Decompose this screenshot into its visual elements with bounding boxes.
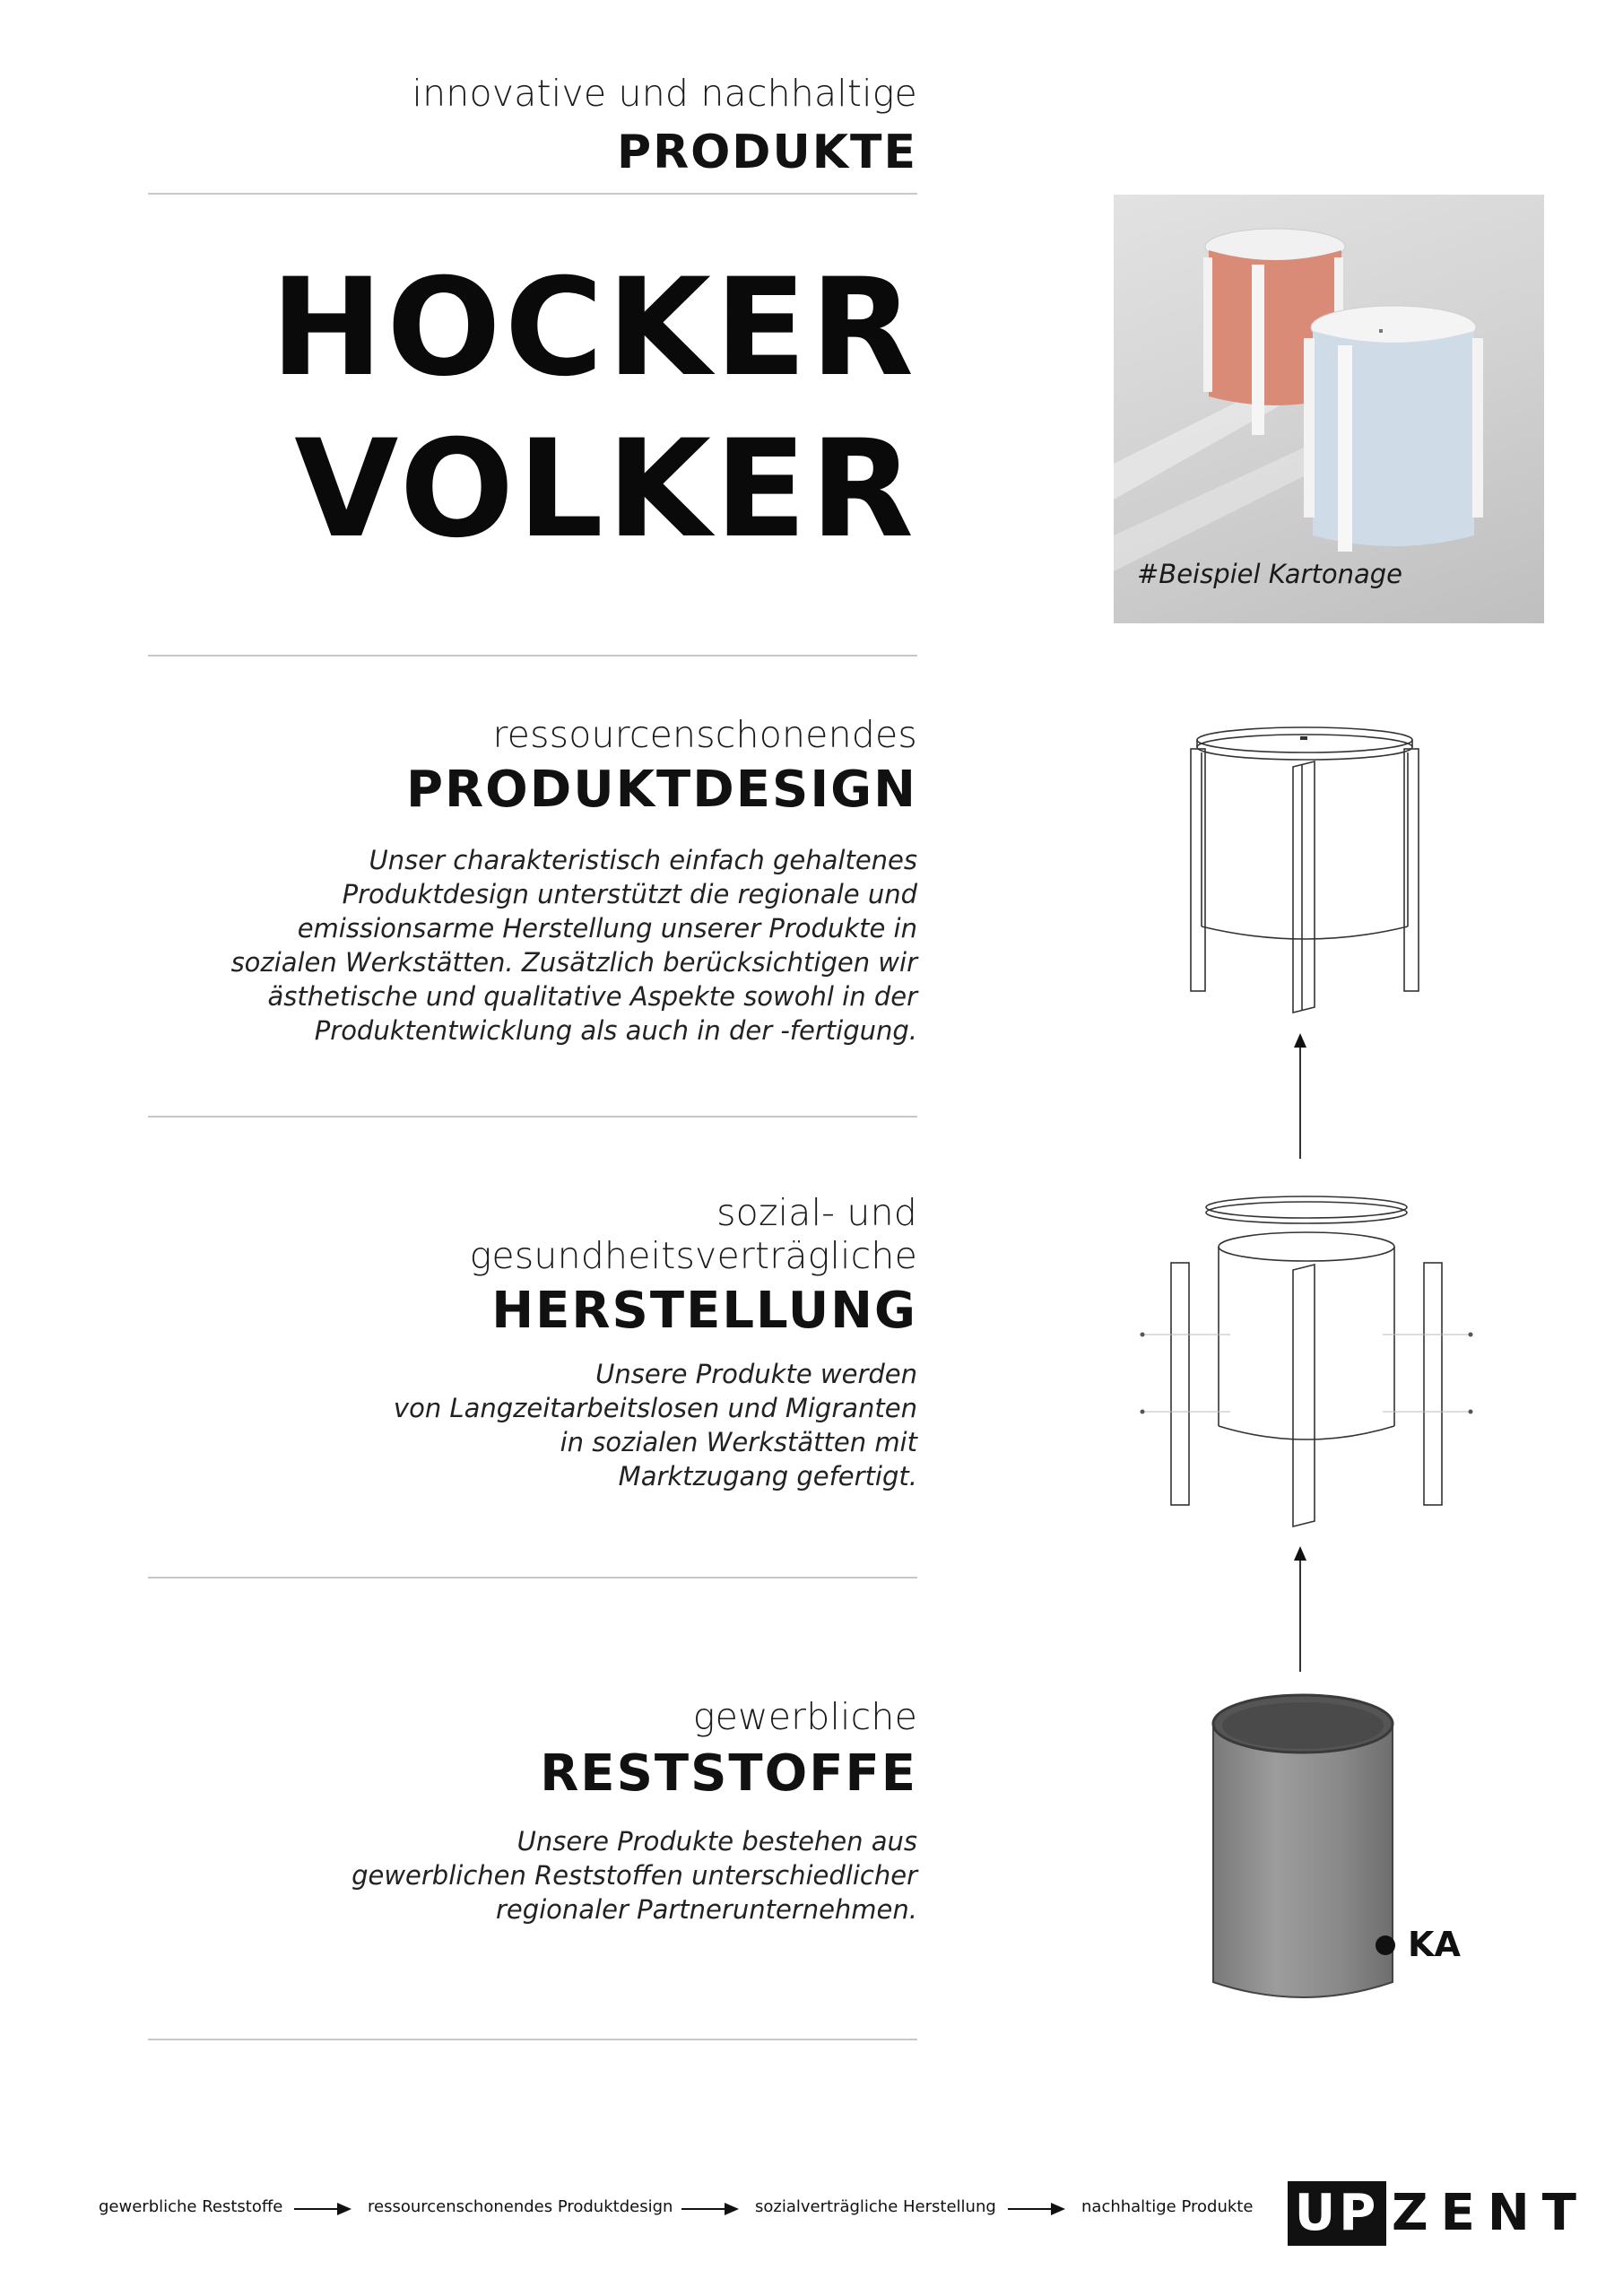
footer-step: sozialverträgliche Herstellung: [755, 2197, 996, 2216]
body-line: von Langzeitarbeitslosen und Migranten: [393, 1393, 917, 1423]
body-line: Unsere Produkte bestehen aus: [516, 1826, 917, 1857]
arrow-right-icon: [294, 2208, 350, 2210]
logo-mark: UP: [1288, 2181, 1386, 2246]
footer-step: gewerbliche Reststoffe: [99, 2197, 283, 2216]
divider: [148, 193, 917, 195]
material-marker-dot: [1376, 1935, 1395, 1955]
body-line: Unsere Produkte werden: [595, 1359, 917, 1389]
kicker-line: gesundheitsverträgliche: [469, 1234, 917, 1277]
section-body: [148, 1824, 917, 1926]
footer-step: ressourcenschonendes Produktdesign: [368, 2197, 673, 2216]
body-line: gewerblichen Reststoffen unterschiedlicher: [352, 1860, 917, 1891]
section-kicker: [148, 1191, 917, 1277]
section-kicker: ressourcenschonendes: [492, 713, 917, 756]
title-line1: HOCKER: [270, 250, 917, 406]
body-line: regionaler Partnerunternehmen.: [495, 1894, 917, 1925]
logo-text: ZENT: [1392, 2184, 1589, 2242]
kicker-line: sozial- und: [716, 1191, 917, 1234]
photo-caption: #Beispiel Kartonage: [1137, 559, 1402, 589]
body-line: Produktentwicklung als auch in der -fertigung.: [314, 1015, 917, 1046]
body-line: Marktzugang gefertigt.: [618, 1461, 917, 1492]
product-photo: [1114, 195, 1544, 623]
divider: [148, 2039, 917, 2040]
body-line: Produktdesign unterstützt die regionale und: [342, 879, 917, 909]
body-line: Unser charakteristisch einfach gehaltenes: [369, 845, 917, 875]
arrow-up-icon: [1291, 1033, 1309, 1159]
section-body: [148, 843, 917, 1048]
arrow-right-icon: [681, 2208, 737, 2210]
section-heading: HERSTELLUNG: [491, 1282, 917, 1340]
body-line: emissionsarme Herstellung unserer Produkte in: [297, 913, 917, 944]
header-kicker: innovative und nachhaltige: [412, 72, 917, 115]
body-line: sozialen Werkstätten. Zusätzlich berücksichtigen wir: [230, 947, 917, 978]
material-label: KA: [1408, 1925, 1461, 1964]
title-line2: VOLKER: [294, 412, 917, 568]
divider: [148, 1116, 917, 1118]
body-line: ästhetische und qualitative Aspekte sowohl in der: [267, 981, 917, 1012]
footer-step: nachhaltige Produkte: [1081, 2197, 1254, 2216]
header-heading: PRODUKTE: [616, 126, 917, 179]
cardboard-tube-drawing: [1211, 1693, 1395, 2013]
divider: [148, 1577, 917, 1578]
section-kicker: gewerbliche: [692, 1695, 917, 1738]
section-body: [148, 1357, 917, 1493]
arrow-right-icon: [1008, 2208, 1063, 2210]
section-heading: RESTSTOFFE: [540, 1744, 917, 1803]
assembled-stool-drawing: [1184, 722, 1426, 1018]
divider: [148, 655, 917, 657]
section-heading: PRODUKTDESIGN: [405, 761, 917, 819]
arrow-up-icon: [1291, 1546, 1309, 1672]
exploded-stool-drawing: [1132, 1193, 1481, 1534]
body-line: in sozialen Werkstätten mit: [560, 1427, 917, 1457]
